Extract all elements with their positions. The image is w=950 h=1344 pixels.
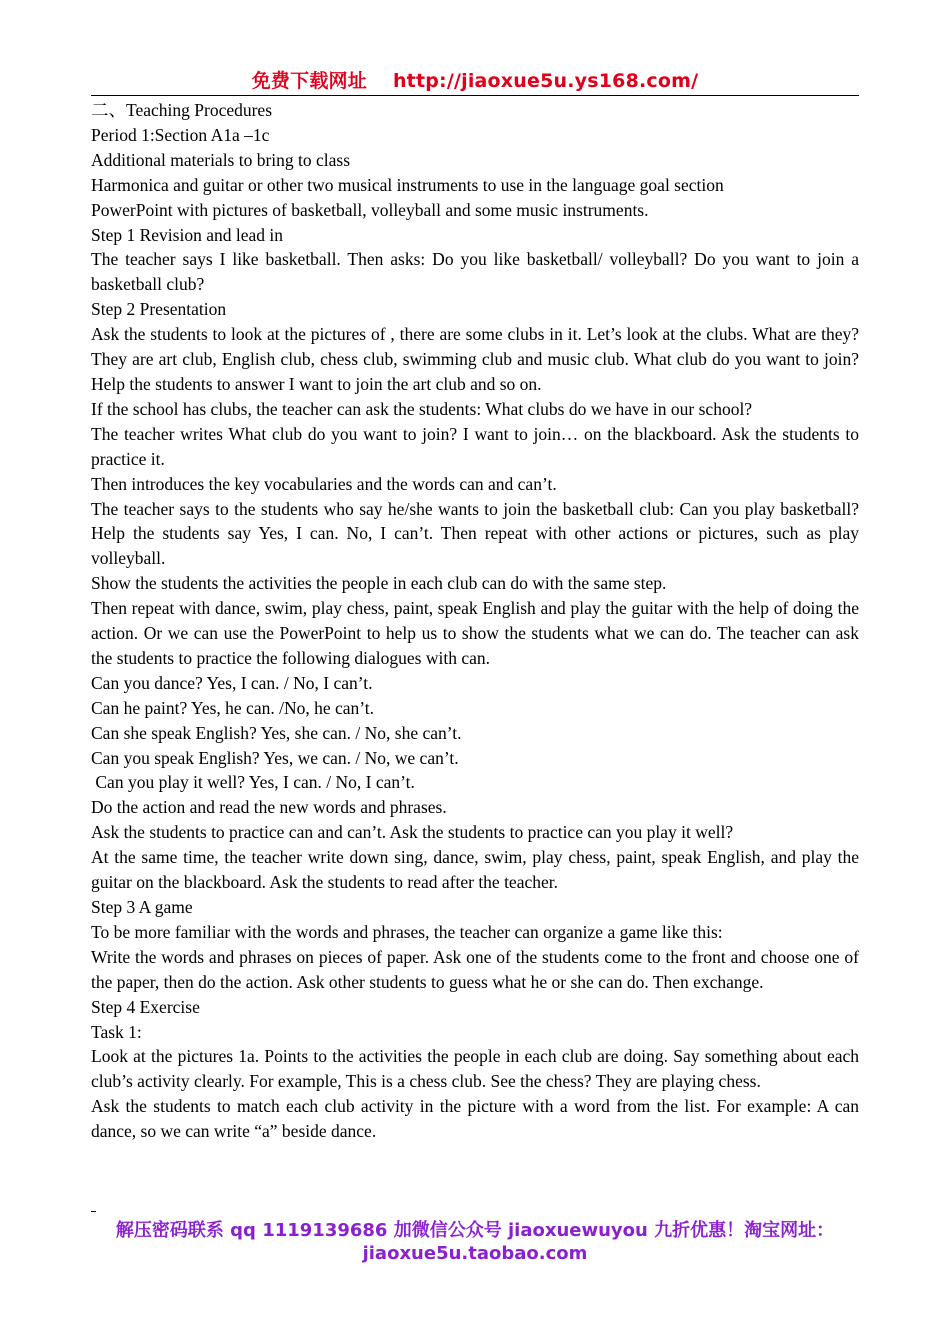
paragraph: PowerPoint with pictures of basketball, volleyball and some music instruments.: [91, 199, 649, 220]
paragraph: Do the action and read the new words and phrases.: [91, 797, 447, 818]
period-title: Period 1:Section A1a –1c: [91, 124, 270, 145]
header-divider: [91, 95, 859, 96]
dialogue-line: Can you dance? Yes, I can. / No, I can’t.: [91, 672, 373, 693]
section-heading: 二、Teaching Procedures: [91, 100, 273, 120]
footer-shop-link[interactable]: jiaoxue5u.taobao.com: [362, 1243, 588, 1264]
paragraph: Then repeat with dance, swim, play chess, paint, speak English and play the guitar with the help of doing the action. Or we can use the PowerPoint to help us to show the students what we can do. The teacher can ask the students to practice the following dialogues with can.: [91, 598, 859, 668]
document-body: [91, 98, 859, 1144]
paragraph: The teacher writes What club do you want to join? I want to join… on the blackboard. Ask the students to practice it.: [91, 423, 859, 469]
paragraph: Ask the students to match each club activity in the picture with a word from the list. For example: A can dance, so we can write “a” beside dance.: [91, 1096, 859, 1142]
paragraph: At the same time, the teacher write down sing, dance, swim, play chess, paint, speak English, and play the guitar on the blackboard. Ask the students to read after the teacher.: [91, 847, 859, 893]
dialogue-line: Can she speak English? Yes, she can. / No, she can’t.: [91, 722, 462, 743]
paragraph: Then introduces the key vocabularies and the words can and can’t.: [91, 473, 557, 494]
paragraph: Harmonica and guitar or other two musical instruments to use in the language goal section: [91, 174, 724, 195]
paragraph: Ask the students to practice can and can’t. Ask the students to practice can you play it well?: [91, 822, 734, 843]
paragraph: Write the words and phrases on pieces of paper. Ask one of the students come to the front and choose one of the paper, then do the action. Ask other students to guess what he or she can do. Then exchange.: [91, 946, 859, 992]
header-url-link[interactable]: http://jiaoxue5u.ys168.com/: [392, 70, 699, 92]
paragraph: The teacher says to the students who say he/she wants to join the basketball club: Can you play basketball? Help the students say Yes, I can. No, I can’t. Then repeat with other actions or pictures, such as play volleyball.: [91, 498, 859, 569]
paragraph: If the school has clubs, the teacher can ask the students: What clubs do we have in our school?: [91, 398, 753, 419]
step-heading: Step 3 A game: [91, 897, 193, 917]
paragraph: To be more familiar with the words and phrases, the teacher can organize a game like this:: [91, 921, 723, 942]
paragraph: Additional materials to bring to class: [91, 149, 351, 170]
dialogue-line: Can you play it well? Yes, I can. / No, I can’t.: [91, 772, 415, 793]
paragraph: Show the students the activities the people in each club can do with the same step.: [91, 573, 667, 594]
dialogue-line: Can he paint? Yes, he can. /No, he can’t.: [91, 697, 375, 718]
task-heading: Task 1:: [91, 1021, 142, 1042]
paragraph: Look at the pictures 1a. Points to the activities the people in each club are doing. Say something about each club’s activity clearly. For example, This is a chess club. See the chess? They are playing chess.: [91, 1046, 859, 1092]
paragraph: Ask the students to look at the pictures of , there are some clubs in it. Let’s look at the clubs. What are they? They are art club, English club, chess club, swimming club and music club. What club do you want to join? Help the students to answer I want to join the art club and so on.: [91, 324, 859, 394]
footer-contact-line: 解压密码联系 qq 1119139686 加微信公众号 jiaoxuewuyou 九折优惠！淘宝网址：: [115, 1220, 835, 1241]
page-header: [91, 68, 859, 94]
footer-mark: [91, 1211, 96, 1212]
page-footer: [91, 1219, 859, 1265]
paragraph: The teacher says I like basketball. Then asks: Do you like basketball/ volleyball? Do you want to join a basketball club?: [91, 249, 859, 295]
step-heading: Step 1 Revision and lead in: [91, 224, 283, 245]
step-heading: Step 4 Exercise: [91, 996, 200, 1017]
dialogue-line: Can you speak English? Yes, we can. / No, we can’t.: [91, 747, 459, 768]
header-site-name: 免费下载网址: [251, 70, 367, 92]
step-heading: Step 2 Presentation: [91, 299, 227, 320]
